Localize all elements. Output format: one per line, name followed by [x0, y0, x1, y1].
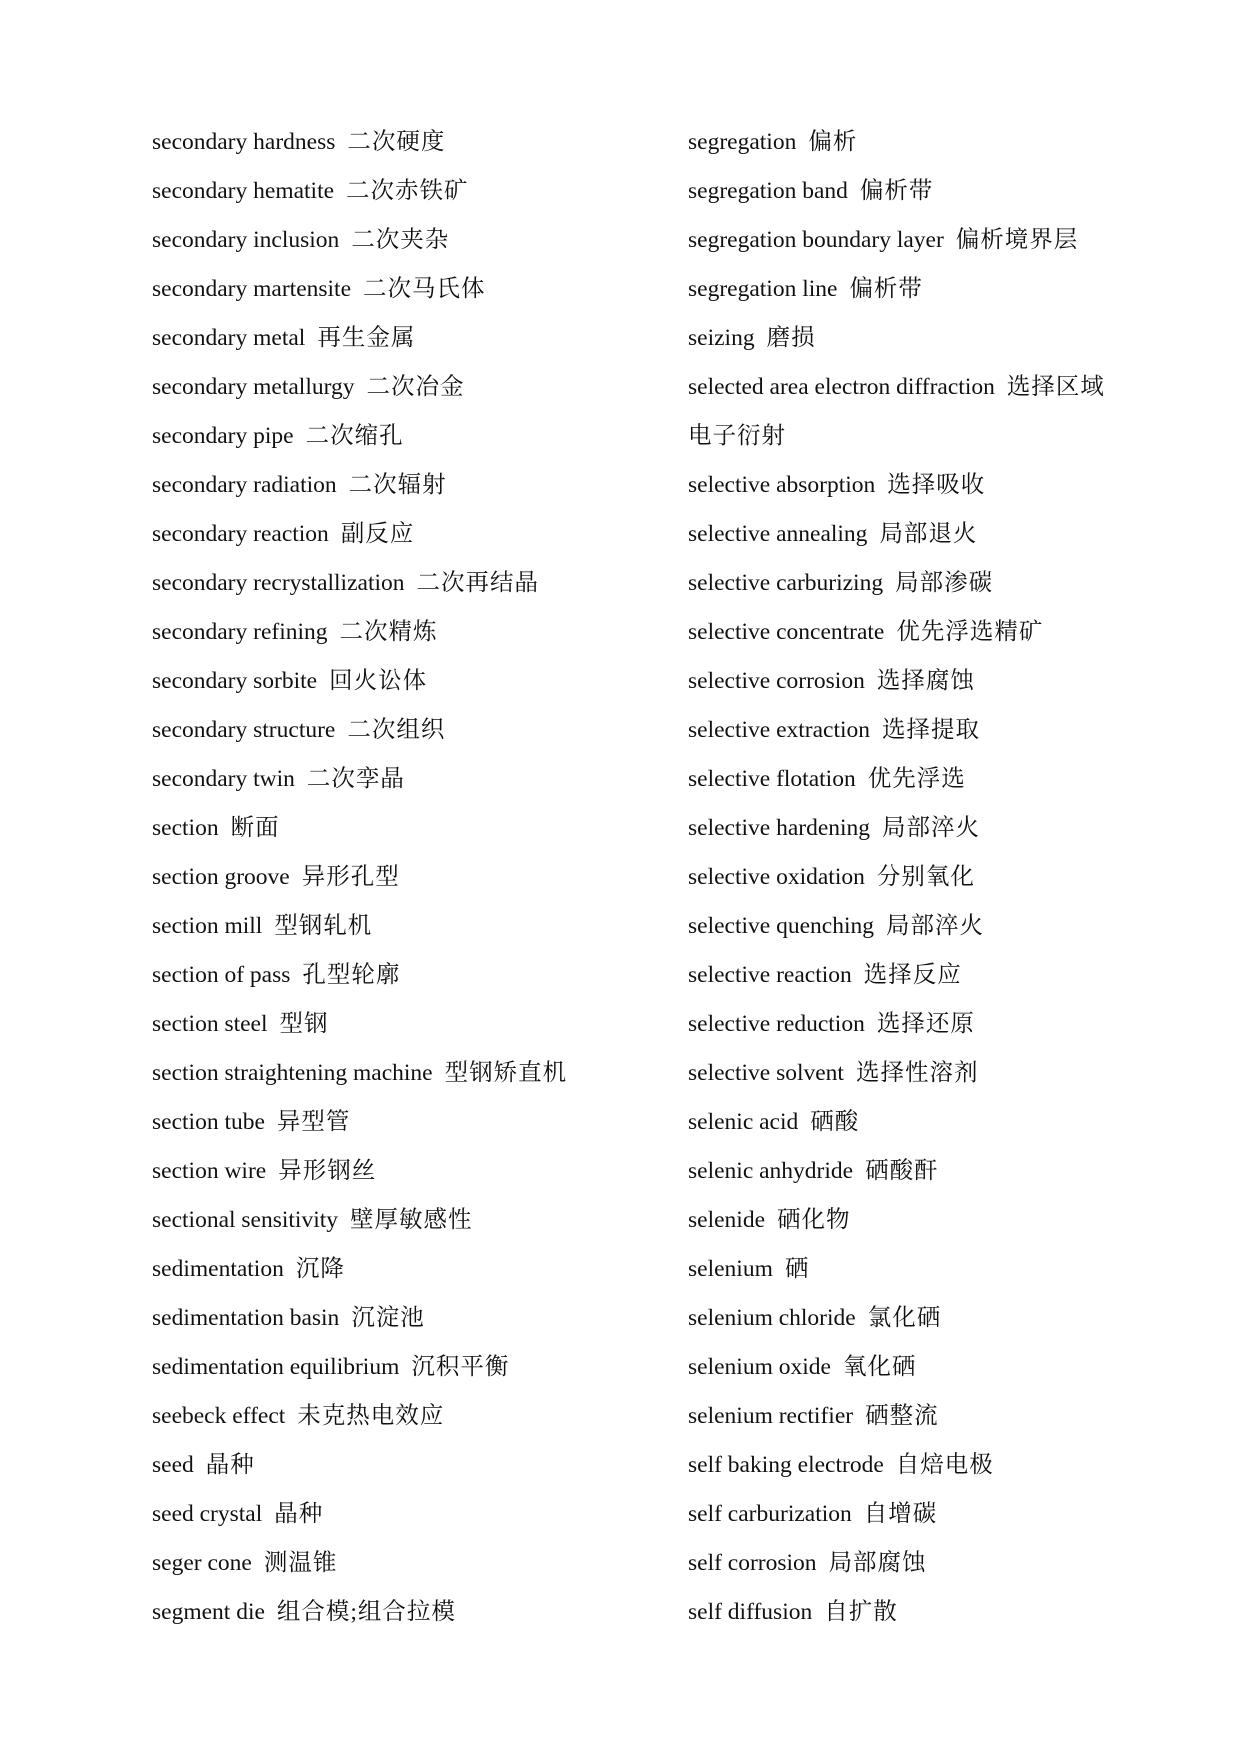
glossary-entry: [688, 1196, 1128, 1245]
entry-translation: 局部淬火: [885, 913, 984, 939]
entry-term: section of pass: [152, 962, 291, 988]
right-column: [688, 118, 1128, 1637]
glossary-entry: [152, 363, 592, 412]
glossary-entry: [688, 608, 1128, 657]
entry-term: section tube: [152, 1109, 265, 1135]
glossary-entry: [152, 1441, 592, 1490]
entry-term: secondary metallurgy: [152, 374, 355, 400]
glossary-entry: [688, 902, 1128, 951]
entry-translation: 副反应: [340, 521, 415, 547]
glossary-entry: [152, 510, 592, 559]
entry-term: secondary recrystallization: [152, 570, 405, 596]
entry-translation: 二次夹杂: [351, 227, 450, 253]
glossary-entry: [152, 1196, 592, 1245]
entry-term: selective oxidation: [688, 864, 865, 890]
entry-term: selenic acid: [688, 1109, 799, 1135]
entry-translation: 型钢轧机: [274, 913, 373, 939]
entry-term: secondary hematite: [152, 178, 335, 204]
entry-term: sedimentation: [152, 1256, 284, 1282]
entry-term: selected area electron diffraction: [688, 374, 995, 400]
entry-translation: 异形钢丝: [278, 1158, 377, 1184]
glossary-entry: [688, 167, 1128, 216]
glossary-entry: [688, 657, 1128, 706]
entry-term: secondary twin: [152, 766, 295, 792]
entry-translation: 选择提取: [882, 717, 981, 743]
entry-translation: 二次精炼: [339, 619, 438, 645]
entry-translation: 硒: [784, 1256, 810, 1282]
glossary-entry: [688, 1049, 1128, 1098]
entry-term: seger cone: [152, 1550, 252, 1576]
entry-term: selective reduction: [688, 1011, 865, 1037]
entry-translation: 二次孪晶: [306, 766, 405, 792]
entry-translation: 二次赤铁矿: [346, 178, 469, 204]
entry-term: selective extraction: [688, 717, 871, 743]
glossary-entry: [152, 1245, 592, 1294]
entry-term: secondary structure: [152, 717, 336, 743]
entry-term: secondary refining: [152, 619, 328, 645]
entry-translation: 磨损: [766, 325, 816, 351]
entry-term: secondary martensite: [152, 276, 352, 302]
entry-translation: 硒酸: [810, 1109, 860, 1135]
entry-term: selective flotation: [688, 766, 856, 792]
glossary-entry: [688, 804, 1128, 853]
glossary-entry: [688, 1147, 1128, 1196]
glossary-entry: [688, 1441, 1128, 1490]
glossary-entry: [152, 657, 592, 706]
entry-translation: 分别氧化: [876, 864, 975, 890]
entry-term: segregation band: [688, 178, 848, 204]
entry-translation: 自扩散: [824, 1599, 898, 1625]
glossary-entry: [152, 1000, 592, 1049]
entry-term: secondary inclusion: [152, 227, 340, 253]
entry-translation: 选择反应: [863, 962, 962, 988]
entry-term: selenic anhydride: [688, 1158, 854, 1184]
glossary-entry: [688, 216, 1128, 265]
entry-term: secondary reaction: [152, 521, 329, 547]
entry-translation: 选择腐蚀: [876, 668, 975, 694]
entry-term: self baking electrode: [688, 1452, 884, 1478]
glossary-entry: [152, 1392, 592, 1441]
glossary-entry: [688, 1392, 1128, 1441]
entry-term: section steel: [152, 1011, 268, 1037]
glossary-entry: [152, 755, 592, 804]
entry-translation: 异形孔型: [301, 864, 400, 890]
entry-term: section wire: [152, 1158, 267, 1184]
entry-term: selective hardening: [688, 815, 871, 841]
glossary-entry: [152, 1539, 592, 1588]
glossary-entry: [688, 363, 1128, 461]
entry-translation: 优先浮选: [867, 766, 966, 792]
glossary-entry: [152, 559, 592, 608]
entry-term: selective corrosion: [688, 668, 865, 694]
entry-translation: 局部渗碳: [895, 570, 994, 596]
entry-translation: 选择还原: [876, 1011, 975, 1037]
entry-translation: 局部腐蚀: [828, 1550, 927, 1576]
entry-term: segregation line: [688, 276, 838, 302]
entry-translation: 二次马氏体: [363, 276, 486, 302]
entry-term: selenium: [688, 1256, 773, 1282]
glossary-entry: [152, 118, 592, 167]
glossary-entry: [152, 461, 592, 510]
entry-term: seed crystal: [152, 1501, 263, 1527]
entry-translation: 偏析带: [859, 178, 934, 204]
entry-term: selenide: [688, 1207, 765, 1233]
glossary-entry: [152, 1588, 592, 1637]
entry-translation: 二次再结晶: [416, 570, 540, 596]
entry-translation: 自增碳: [863, 1501, 938, 1527]
glossary-entry: [688, 559, 1128, 608]
glossary-entry: [688, 1000, 1128, 1049]
glossary-entry: [152, 853, 592, 902]
entry-translation: 型钢矫直机: [444, 1060, 568, 1086]
entry-term: segregation boundary layer: [688, 227, 944, 253]
entry-term: self corrosion: [688, 1550, 817, 1576]
glossary-entry: [688, 1588, 1128, 1637]
entry-translation: 孔型轮廓: [302, 962, 401, 988]
entry-translation: 壁厚敏感性: [350, 1207, 473, 1233]
entry-translation: 二次冶金: [366, 374, 465, 400]
glossary-entry: [152, 1294, 592, 1343]
entry-translation: 局部退火: [879, 521, 978, 547]
entry-translation: 型钢: [279, 1011, 329, 1037]
entry-term: selective quenching: [688, 913, 874, 939]
left-column: [152, 118, 592, 1637]
glossary-entry: [152, 265, 592, 314]
entry-translation: 组合模;组合拉模: [276, 1599, 456, 1625]
entry-term: selective concentrate: [688, 619, 885, 645]
entry-translation: 回火讼体: [329, 668, 428, 694]
entry-translation: 断面: [230, 815, 280, 841]
entry-translation: 再生金属: [317, 325, 416, 351]
entry-translation: 二次辐射: [348, 472, 447, 498]
glossary-entry: [688, 1490, 1128, 1539]
entry-translation: 二次组织: [347, 717, 446, 743]
glossary-entry: [152, 1049, 592, 1098]
entry-translation: 选择吸收: [887, 472, 986, 498]
entry-translation: 偏析: [808, 129, 858, 155]
glossary-entry: [688, 265, 1128, 314]
glossary-entry: [152, 608, 592, 657]
entry-translation: 硒酸酐: [865, 1158, 939, 1184]
entry-translation: 二次硬度: [347, 129, 446, 155]
glossary-entry: [152, 902, 592, 951]
entry-translation: 偏析带: [849, 276, 923, 302]
entry-term: secondary metal: [152, 325, 306, 351]
glossary-entry: [688, 755, 1128, 804]
glossary-entry: [152, 951, 592, 1000]
glossary-entry: [688, 118, 1128, 167]
glossary-entry: [688, 1245, 1128, 1294]
entry-translation: 硒整流: [865, 1403, 939, 1429]
entry-term: section groove: [152, 864, 290, 890]
entry-term: secondary pipe: [152, 423, 294, 449]
glossary-entry: [152, 216, 592, 265]
entry-term: self carburization: [688, 1501, 852, 1527]
glossary-entry: [152, 804, 592, 853]
entry-translation: 选择区域电子衍射: [688, 374, 1105, 449]
glossary-entry: [152, 706, 592, 755]
glossary-entry: [688, 461, 1128, 510]
entry-term: sedimentation basin: [152, 1305, 340, 1331]
glossary-entry: [152, 167, 592, 216]
entry-translation: 沉淀池: [351, 1305, 425, 1331]
entry-term: self diffusion: [688, 1599, 813, 1625]
entry-translation: 偏析境界层: [955, 227, 1079, 253]
entry-term: selenium chloride: [688, 1305, 856, 1331]
glossary-entry: [688, 1539, 1128, 1588]
entry-translation: 晶种: [274, 1501, 324, 1527]
entry-translation: 自焙电极: [895, 1452, 994, 1478]
entry-term: sedimentation equilibrium: [152, 1354, 400, 1380]
glossary-entry: [152, 314, 592, 363]
glossary-entry: [152, 1343, 592, 1392]
entry-translation: 硒化物: [777, 1207, 851, 1233]
entry-translation: 沉积平衡: [411, 1354, 510, 1380]
entry-translation: 未克热电效应: [297, 1403, 445, 1429]
glossary-entry: [152, 412, 592, 461]
entry-translation: 氯化硒: [867, 1305, 942, 1331]
entry-term: selective reaction: [688, 962, 852, 988]
glossary-entry: [688, 1343, 1128, 1392]
entry-translation: 异型管: [276, 1109, 351, 1135]
entry-term: secondary hardness: [152, 129, 336, 155]
glossary-entry: [688, 314, 1128, 363]
glossary-entry: [152, 1490, 592, 1539]
entry-term: sectional sensitivity: [152, 1207, 339, 1233]
glossary-entry: [688, 706, 1128, 755]
entry-term: segregation: [688, 129, 797, 155]
glossary-entry: [688, 853, 1128, 902]
entry-term: seizing: [688, 325, 755, 351]
entry-term: selenium oxide: [688, 1354, 831, 1380]
entry-translation: 氧化硒: [842, 1354, 917, 1380]
entry-term: secondary radiation: [152, 472, 337, 498]
entry-term: segment die: [152, 1599, 265, 1625]
entry-translation: 二次缩孔: [305, 423, 404, 449]
entry-term: selective carburizing: [688, 570, 884, 596]
entry-term: selective annealing: [688, 521, 868, 547]
entry-term: section straightening machine: [152, 1060, 433, 1086]
entry-term: seebeck effect: [152, 1403, 286, 1429]
entry-term: secondary sorbite: [152, 668, 318, 694]
entry-translation: 晶种: [205, 1452, 255, 1478]
glossary-entry: [688, 951, 1128, 1000]
entry-term: selective solvent: [688, 1060, 844, 1086]
glossary-entry: [688, 510, 1128, 559]
glossary-entry: [688, 1294, 1128, 1343]
entry-translation: 选择性溶剂: [855, 1060, 979, 1086]
glossary-entry: [152, 1147, 592, 1196]
entry-term: selective absorption: [688, 472, 876, 498]
entry-term: selenium rectifier: [688, 1403, 854, 1429]
glossary-entry: [688, 1098, 1128, 1147]
glossary-entry: [152, 1098, 592, 1147]
entry-translation: 优先浮选精矿: [896, 619, 1044, 645]
entry-term: section mill: [152, 913, 263, 939]
entry-translation: 沉降: [295, 1256, 345, 1282]
entry-translation: 测温锥: [263, 1550, 338, 1576]
entry-term: seed: [152, 1452, 194, 1478]
entry-translation: 局部淬火: [882, 815, 981, 841]
entry-term: section: [152, 815, 219, 841]
